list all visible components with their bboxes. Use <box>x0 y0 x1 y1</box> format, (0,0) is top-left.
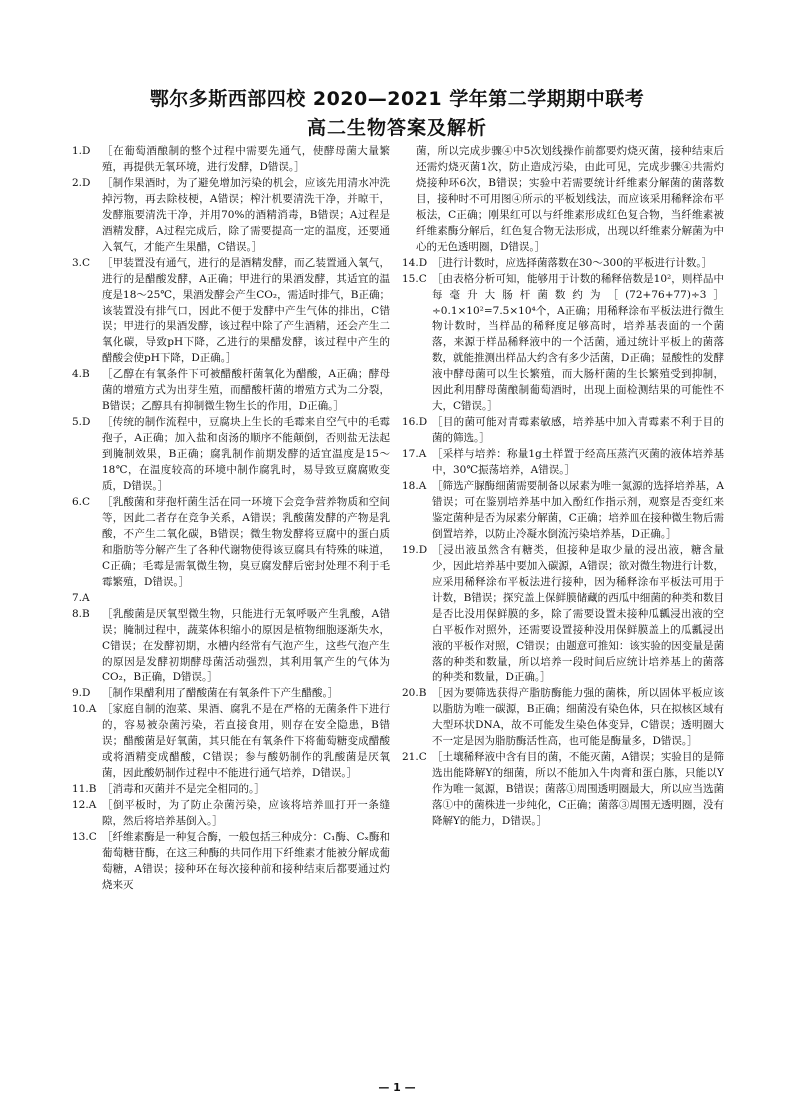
answer-continuation <box>402 144 724 256</box>
answer-text: ［目的菌可能对青霉素敏感，培养基中加入青霉素不利于目的菌的筛选。］ <box>432 416 724 445</box>
answer-number: 17.A <box>402 448 427 461</box>
page-title: 鄂尔多斯西部四校 2020—2021 学年第二学期期中联考 <box>149 88 645 110</box>
answer-number: 4.B <box>72 368 90 381</box>
answer-number: 2.D <box>72 176 91 189</box>
answer-item <box>402 479 724 543</box>
answer-number: 14.D <box>402 256 428 269</box>
answer-number: 6.C <box>72 495 91 508</box>
answer-number: 9.D <box>72 687 91 700</box>
answer-number: 19.D <box>402 543 428 556</box>
answer-number: 5.D <box>72 416 91 429</box>
answer-text: ［筛选产脲酶细菌需要制备以尿素为唯一氮源的选择培养基，A错误；可在鉴别培养基中加入酚红作指示剂，观察是否变红来鉴定菌种是否为尿素分解菌，C正确；培养皿在接种微生物后需倒置培养，以防止冷凝水倒流污染培养基，D正确。］ <box>432 480 724 540</box>
answer-item <box>72 702 390 782</box>
answer-text: ［倒平板时，为了防止杂菌污染，应该将培养皿打开一条缝隙，然后将培养基倒入。］ <box>102 799 390 828</box>
answer-text: ［因为要筛选获得产脂肪酶能力强的菌株，所以固体平板应该以脂肪为唯一碳源，B正确；细菌没有染色体，只在拟核区域有大型环状DNA，故不可能发生染色体变异，C错误；透明圈大不一定是因为脂肪酶活性高，也可能是酶量多，D错误。］ <box>432 687 724 748</box>
right-column <box>402 144 724 830</box>
answer-item <box>72 798 390 830</box>
answer-item <box>72 686 390 702</box>
page-subtitle: 高二生物答案及解析 <box>306 117 487 139</box>
answer-text: ［乙醇在有氧条件下可被醋酸杆菌氧化为醋酸，A正确；酵母菌的增殖方式为出芽生殖，而醋酸杆菌的增殖方式为二分裂，B错误；乙醇具有抑制微生物生长的作用，D正确。］ <box>102 368 390 413</box>
answer-item <box>402 750 724 830</box>
answer-number: 16.D <box>402 416 428 429</box>
answer-text: ［消毒和灭菌并不是完全相同的。］ <box>102 783 265 796</box>
answer-number: 21.C <box>402 751 427 764</box>
answer-item <box>402 447 724 479</box>
answer-item <box>72 830 390 894</box>
answer-number: 13.C <box>72 830 97 843</box>
answer-text: ［乳酸菌是厌氧型微生物，只能进行无氧呼吸产生乳酸，A错误；腌制过程中，蔬菜体积缩小的原因是植物细胞逐渐失水，C错误；在发酵初期，水槽内经常有气泡产生，这些气泡产生的原因是发酵初期酵母菌活动强烈，其利用氧产生的气体为CO₂，B正确，D错误。］ <box>102 607 390 684</box>
answer-item <box>72 415 390 495</box>
answer-item <box>402 415 724 447</box>
answer-number: 11.B <box>72 783 97 796</box>
answer-text: ［由表格分析可知，能够用于计数的稀释倍数是10²，则样品中每毫升大肠杆菌数约为［(72+76+77)÷3］÷0.1×10²=7.5×10⁴个，A正确；用稀释涂布平板法进行微生物计数时，当样品的稀释度足够高时，培养基表面的一个菌落，来源于样品稀释液中的一个活菌，通过统计平板上的菌落数，就能推测出样品大约含有多少活菌，D正确；显酸性的发酵液中酵母菌可以生长繁殖，而大肠杆菌的生长繁殖受到抑制，因此利用酵母菌酿制葡萄酒时，出现上面检测结果的可能性不大，C错误。］ <box>432 272 724 413</box>
answer-text: ［进行计数时，应选择菌落数在30～300的平板进行计数。］ <box>432 256 713 269</box>
answer-item <box>72 495 390 591</box>
answer-text: ［纤维素酶是一种复合酶，一般包括三种成分：C₁酶、Cₓ酶和葡萄糖苷酶，在这三种酶的共同作用下纤维素才能被分解成葡萄糖，A错误；接种环在每次接种前和接种结束后都要通过灼烧来灭 <box>102 830 390 891</box>
answer-number: 1.D <box>72 145 91 157</box>
answer-text: ［传统的制作流程中，豆腐块上生长的毛霉来自空气中的毛霉孢子，A正确；加入盐和卤汤的顺序不能颠倒，否则盐无法起到腌制效果，B正确；腐乳制作前期发酵的适宜温度是15～18℃，在温度较高的环境中制作腐乳时，易导致豆腐腐败变质，D错误。］ <box>102 416 390 493</box>
answer-text: ［家庭自制的泡菜、果酒、腐乳不是在严格的无菌条件下进行的，容易被杂菌污染，若直接食用，则存在安全隐患，B错误；醋酸菌是好氧菌，其只能在有氧条件下将葡萄糖变成醋酸或将酒精变成醋酸，C错误；参与酸奶制作的乳酸菌是厌氧菌，因此酸奶制作过程中不能进行通气培养，D错误。］ <box>102 703 390 780</box>
answer-text: ［土壤稀释液中含有目的菌，不能灭菌，A错误；实验目的是筛选出能降解Y的细菌，所以不能加入牛肉膏和蛋白胨，只能以Y作为唯一氮源，B错误；菌落①周围透明圈最大，所以应当选菌落①中的菌株进一步纯化，C正确；菌落③周围无透明圈，没有降解Y的能力，D错误。］ <box>432 751 724 828</box>
answer-item <box>402 272 724 416</box>
answer-number: 18.A <box>402 480 427 493</box>
page-number-text: — 1 — <box>378 1081 416 1094</box>
answer-text: ［甲装置没有通气，进行的是酒精发酵，而乙装置通入氧气，进行的是醋酸发酵，A正确；甲进行的果酒发酵，其适宜的温度是18～25℃，果酒发酵会产生CO₂，需适时排气，B正确；该装置没有排气口，因此不便于发酵中产生气体的排出，C错误；甲进行的果酒发酵，该过程中除了产生酒精，还会产生二氧化碳，导致pH下降，乙进行的果醋发酵，该过程中产生的醋酸会使pH下降，D正确。］ <box>102 256 390 365</box>
answer-number: 20.B <box>402 687 427 700</box>
answer-number: 8.B <box>72 607 90 620</box>
answer-item <box>72 782 390 798</box>
answer-text: ［浸出液虽然含有糖类，但接种是取少量的浸出液，糖含量少，因此培养基中要加入碳源，A错误；欲对微生物进行计数，应采用稀释涂布平板法进行接种，因为稀释涂布平板法可用于计数，B错误；探究盖上保鲜膜储藏的西瓜中细菌的种类和数目是否比没用保鲜膜的多，除了需要设置未接种瓜瓤浸出液的空白平板作对照外，还需要设置接种没用保鲜膜盖上的瓜瓤浸出液的平板作对照，C错误；由题意可推知：该实验的因变量是菌落的种类和数量，所以培养一段时间后应统计培养基上的菌落的种类和数量，D正确。］ <box>432 543 724 684</box>
answer-text: ［制作果醋利用了醋酸菌在有氧条件下产生醋酸。］ <box>102 687 339 700</box>
left-column <box>72 144 390 894</box>
answer-number: 3.C <box>72 256 91 269</box>
answer-number: 15.C <box>402 272 427 285</box>
answer-item <box>72 367 390 415</box>
answer-item <box>72 256 390 368</box>
answer-text: 菌，所以完成步骤④中5次划线操作前都要灼烧灭菌，接种结束后还需灼烧灭菌1次，防止造成污染，由此可见，完成步骤④共需灼烧接种环6次，B错误；实验中若需要统计纤维素分解菌的菌落数目，接种时不可用图④所示的平板划线法，而应该采用稀释涂布平板法，C正确；刚果红可以与纤维素形成红色复合物，当纤维素被纤维素酶分解后，红色复合物无法形成，出现以纤维素分解菌为中心的无色透明圈，D错误。］ <box>416 145 724 253</box>
answer-number: 12.A <box>72 799 97 812</box>
answer-item <box>72 176 390 256</box>
answer-item <box>72 607 390 687</box>
answer-text: ［制作果酒时，为了避免增加污染的机会，应该先用清水冲洗掉污物，再去除枝梗，A错误；榨汁机要清洗干净，并晾干，发酵瓶要清洗干净，并用70%的酒精消毒，B错误；A过程是酒精发酵，A过程完成后，除了需要提高一定的温度，还要通入氧气，才能产生果醋，C错误。］ <box>102 176 390 253</box>
answer-item <box>402 256 724 272</box>
answer-item <box>402 686 724 750</box>
answer-text: ［乳酸菌和芽孢杆菌生活在同一环境下会竞争营养物质和空间等，因此二者存在竞争关系，A错误；乳酸菌发酵的产物是乳酸，不产生二氧化碳，B错误；微生物发酵将豆腐中的蛋白质和脂肪等分解产生了各种代谢物使得该豆腐具有特殊的味道，C正确；毛霉是需氧微生物，臭豆腐发酵后密封处理不利于毛霉繁殖，D错误。］ <box>102 495 390 588</box>
page-number <box>0 1081 794 1094</box>
answer-item <box>72 591 390 607</box>
answer-number: 7.A <box>72 591 90 604</box>
answer-item <box>402 543 724 687</box>
answer-text: ［采样与培养：称量1g土样置于经高压蒸汽灭菌的液体培养基中，30℃振荡培养，A错误。］ <box>432 448 724 477</box>
answer-text: ［在葡萄酒酿制的整个过程中需要先通气，使酵母菌大量繁殖，再提供无氧环境，进行发酵，D错误。］ <box>102 145 390 173</box>
answer-item <box>72 144 390 176</box>
answer-number: 10.A <box>72 703 97 716</box>
